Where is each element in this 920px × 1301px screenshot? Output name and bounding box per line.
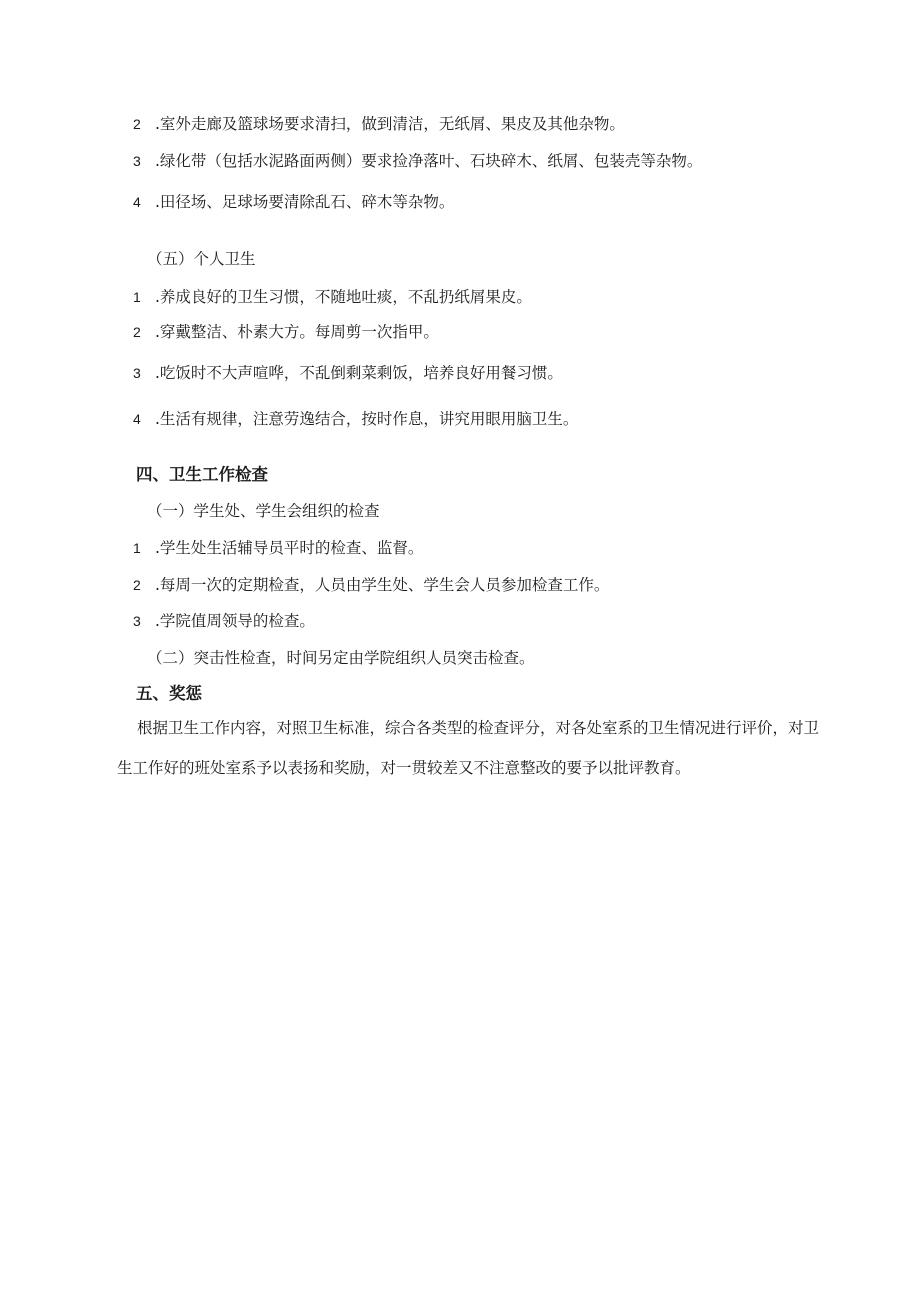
- list-item: [133, 575, 609, 595]
- list-item: [133, 151, 702, 171]
- item-number: 3: [133, 365, 141, 381]
- subsection-title: （一）学生处、学生会组织的检查: [147, 502, 380, 520]
- item-number: 2: [133, 577, 141, 593]
- subsection-line: （二）突击性检查，时间另定由学院组织人员突击检查。: [147, 649, 535, 667]
- item-text: .学院值周领导的检查。: [155, 612, 315, 630]
- item-text: .绿化带（包括水泥路面两侧）要求捡净落叶、石块碎木、纸屑、包装壳等杂物。: [155, 152, 703, 170]
- list-item: [133, 409, 578, 429]
- list-item: [133, 611, 315, 631]
- item-text: .生活有规律，注意劳逸结合，按时作息，讲究用眼用脑卫生。: [155, 410, 579, 428]
- item-text: .田径场、足球场要清除乱石、碎木等杂物。: [155, 193, 455, 211]
- list-item: [133, 322, 439, 342]
- item-text: .室外走廊及篮球场要求清扫，做到清洁，无纸屑、果皮及其他杂物。: [155, 115, 625, 133]
- item-number: 3: [133, 153, 141, 169]
- subsection-title: （五）个人卫生: [147, 250, 256, 268]
- item-number: 4: [133, 411, 141, 427]
- section-heading: 四、卫生工作检查: [136, 465, 268, 484]
- item-text: .养成良好的卫生习惯，不随地吐痰，不乱扔纸屑果皮。: [155, 288, 532, 306]
- item-text: .每周一次的定期检查，人员由学生处、学生会人员参加检查工作。: [155, 576, 610, 594]
- list-item: [133, 192, 454, 212]
- list-item: [133, 114, 625, 134]
- list-item: [133, 363, 563, 383]
- item-number: 1: [133, 540, 141, 556]
- item-text: .学生处生活辅导员平时的检查、监督。: [155, 539, 424, 557]
- item-text: .吃饭时不大声喧哗，不乱倒剩菜剩饭，培养良好用餐习惯。: [155, 364, 563, 382]
- item-number: 4: [133, 194, 141, 210]
- item-number: 2: [133, 116, 141, 132]
- section-heading: 五、奖惩: [136, 684, 202, 703]
- item-text: .穿戴整洁、朴素大方。每周剪一次指甲。: [155, 323, 439, 341]
- list-item: [133, 287, 532, 307]
- body-paragraph: 根据卫生工作内容，对照卫生标准，综合各类型的检查评分，对各处室系的卫生情况进行评价，对卫生工作好的班处室系予以表扬和奖励，对一贯较差又不注意整改的要予以批评教育。: [117, 719, 820, 777]
- item-number: 1: [133, 289, 141, 305]
- item-number: 2: [133, 324, 141, 340]
- list-item: [133, 538, 423, 558]
- item-number: 3: [133, 613, 141, 629]
